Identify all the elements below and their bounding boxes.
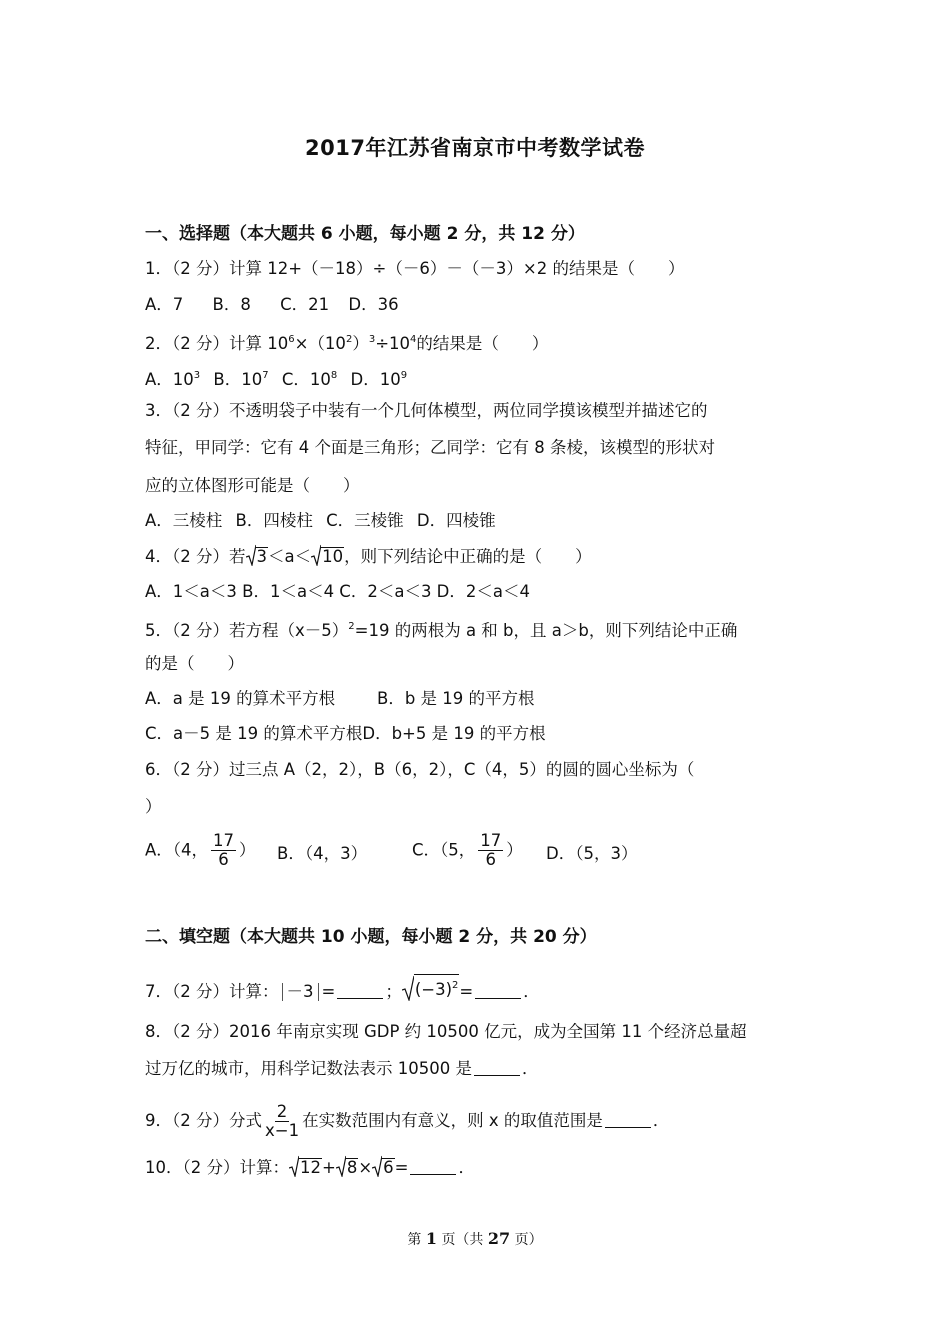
q2-exp-2: 2: [345, 334, 353, 345]
q6-option-c: [412, 832, 523, 869]
question-6-line-1: 6．（2 分）过三点 A（2，2），B（6，2），C（4，5）的圆的圆心坐标为（: [145, 760, 695, 779]
q9-text-post: 在实数范围内有意义，则 x 的取值范围是: [302, 1111, 603, 1130]
page-footer: [0, 1229, 950, 1249]
q4-text-post: ，则下列结论中正确的是（ ）: [344, 547, 592, 566]
q3-option-a: A．三棱柱: [145, 511, 223, 530]
question-8-line-2: [145, 1058, 538, 1080]
q6-option-c-pre: C．（5，: [412, 840, 476, 860]
q2-option-a-base: A．10: [145, 370, 194, 389]
q7-equals-1: =: [321, 982, 336, 1001]
q9-fraction: [265, 1103, 299, 1140]
q6-option-a: [145, 832, 256, 869]
question-5-options-row-1: [145, 688, 535, 710]
q5-option-a: A．a 是 19 的算术平方根: [145, 689, 336, 708]
q1-option-d: D．36: [348, 295, 399, 314]
question-3-options: [145, 510, 496, 532]
q4-radicand-1: 3: [256, 547, 267, 566]
q10-plus: +: [322, 1158, 336, 1177]
q2-option-d: [351, 365, 408, 391]
question-3-line-1: 3．（2 分）不透明袋子中装有一个几何体模型，两位同学摸该模型并描述它的: [145, 401, 708, 420]
q6-option-d: D．（5，3）: [546, 844, 638, 863]
q2-option-c-base: C．10: [281, 370, 331, 389]
q7-equals-2: =: [459, 982, 474, 1001]
q6-option-a-numerator: 17: [213, 831, 235, 850]
question-4: [145, 544, 592, 568]
footer-total-pages: 27: [487, 1229, 511, 1248]
question-1-options: [145, 294, 399, 316]
q10-equals: =: [394, 1158, 409, 1177]
q9-end: ．: [652, 1111, 670, 1130]
q2-option-c: [282, 365, 337, 391]
question-2: [145, 329, 548, 355]
q3-option-d: D．四棱锥: [416, 511, 496, 530]
q4-radicand-2: 10: [322, 547, 344, 566]
question-9: [145, 1099, 669, 1143]
answer-blank: [474, 1061, 520, 1076]
answer-blank: [605, 1113, 651, 1128]
section1-heading: 一、选择题（本大题共 6 小题，每小题 2 分，共 12 分）: [145, 224, 585, 244]
question-3-line-3: 应的立体图形可能是（ ）: [145, 476, 360, 495]
answer-blank: [337, 984, 383, 999]
q7-radicand-exp: 2: [452, 980, 459, 991]
q2-option-c-exp: 8: [330, 370, 338, 381]
q2-option-d-exp: 9: [400, 370, 408, 381]
q5-option-d: D．b+5 是 19 的平方根: [362, 724, 546, 743]
q1-option-a: A．7: [145, 295, 184, 314]
question-3-line-2: 特征，甲同学：它有 4 个面是三角形；乙同学：它有 8 条棱，该模型的形状对: [145, 438, 715, 457]
question-5-line-2: 的是（ ）: [145, 654, 244, 673]
q10-radicand-3: 6: [383, 1158, 394, 1177]
question-4-options: A．1＜a＜3 B．1＜a＜4 C．2＜a＜3 D．2＜a＜4: [145, 582, 530, 601]
q6-option-b: B．（4，3）: [277, 844, 368, 863]
sqrt-symbol: [402, 974, 460, 1001]
q3-option-b: B．四棱柱: [235, 511, 313, 530]
q2-text-mid1: ×（10: [294, 334, 346, 353]
page-title: 2017年江苏省南京市中考数学试卷: [305, 136, 645, 160]
sqrt-symbol: [289, 1155, 322, 1177]
question-8-line-1: 8．（2 分）2016 年南京实现 GDP 约 10500 亿元，成为全国第 11 个经济总量超: [145, 1022, 747, 1041]
q2-option-a: [145, 365, 200, 391]
q5-text-post: =19 的两根为 a 和 b，且 a＞b，则下列结论中正确: [354, 621, 738, 640]
answer-blank: [475, 984, 521, 999]
q10-times: ×: [358, 1158, 373, 1177]
footer-post: 页）: [514, 1232, 543, 1248]
q7-end: ．: [523, 982, 540, 1001]
q7-absolute-value: －3: [282, 983, 319, 1001]
q7-text-pre: 7．（2 分）计算：: [145, 982, 279, 1001]
sqrt-symbol: [246, 544, 269, 566]
q5-text-pre: 5．（2 分）若方程（x－5）: [145, 621, 349, 640]
q7-separator: ；: [385, 982, 402, 1001]
q6-option-c-post: ）: [506, 840, 523, 860]
q3-option-c: C．三棱锥: [326, 511, 404, 530]
q6-option-c-denominator: 6: [485, 850, 497, 869]
sqrt-symbol: [372, 1155, 395, 1177]
q2-option-b-exp: 7: [262, 370, 269, 381]
q1-option-c: C．21: [280, 295, 330, 314]
q5-option-c: C．a－5 是 19 的算术平方根: [145, 724, 363, 743]
q2-exp-3: 3: [368, 334, 376, 345]
q2-text-pre: 2．（2 分）计算 10: [145, 334, 289, 353]
question-1: 1．（2 分）计算 12+（－18）÷（－6）－（－3）×2 的结果是（ ）: [145, 259, 685, 278]
q2-text-mid2: ）: [352, 334, 369, 353]
section2-heading: 二、填空题（本大题共 10 小题，每小题 2 分，共 20 分）: [145, 927, 597, 947]
q9-text-pre: 9．（2 分）分式: [145, 1111, 262, 1130]
footer-mid: 页（共: [441, 1232, 484, 1248]
q2-exp-1: 6: [288, 334, 295, 345]
q6-option-c-fraction: [478, 832, 503, 869]
q7-radicand: [414, 974, 460, 1001]
q10-end: ．: [458, 1158, 475, 1177]
q8-end: ．: [521, 1059, 539, 1078]
q2-option-d-base: D．10: [350, 370, 401, 389]
q10-radicand-1: 12: [300, 1158, 321, 1177]
q5-exp: 2: [348, 621, 355, 632]
footer-page-number: 1: [425, 1229, 437, 1248]
q6-option-a-fraction: [211, 832, 236, 869]
answer-blank: [410, 1160, 456, 1175]
q4-text-pre: 4．（2 分）若: [145, 547, 246, 566]
q9-numerator: 2: [276, 1102, 288, 1121]
q9-denominator: x−1: [265, 1121, 300, 1140]
sqrt-symbol: [311, 544, 344, 566]
q10-text-pre: 10．（2 分）计算：: [145, 1158, 289, 1177]
q6-option-a-post: ）: [239, 840, 256, 860]
q2-option-b-base: B．10: [213, 370, 263, 389]
q10-radicand-2: 8: [346, 1158, 358, 1177]
q5-option-b: B．b 是 19 的平方根: [377, 689, 535, 708]
question-5-options-row-2: [145, 723, 546, 745]
q7-radicand-base: (−3): [414, 980, 453, 999]
q4-text-mid: ＜a＜: [268, 547, 312, 566]
q2-option-a-exp: 3: [193, 370, 201, 381]
q2-exp-4: 4: [410, 334, 417, 345]
footer-pre: 第: [407, 1232, 422, 1248]
q6-option-a-pre: A．（4，: [145, 840, 209, 860]
q2-option-b: [213, 365, 268, 391]
q6-option-c-numerator: 17: [480, 831, 502, 850]
question-2-options: [145, 365, 407, 391]
q1-option-b: B．8: [212, 295, 251, 314]
sqrt-symbol: [336, 1155, 359, 1177]
q2-text-mid3: ÷10: [375, 334, 411, 353]
question-7: [145, 974, 540, 1003]
q6-option-a-denominator: 6: [218, 850, 229, 869]
question-6-line-2: ）: [145, 797, 162, 816]
question-10: [145, 1155, 475, 1179]
q2-text-post: 的结果是（ ）: [416, 334, 549, 353]
question-5-line-1: [145, 616, 737, 642]
q8-text: 过万亿的城市，用科学记数法表示 10500 是: [145, 1059, 472, 1078]
